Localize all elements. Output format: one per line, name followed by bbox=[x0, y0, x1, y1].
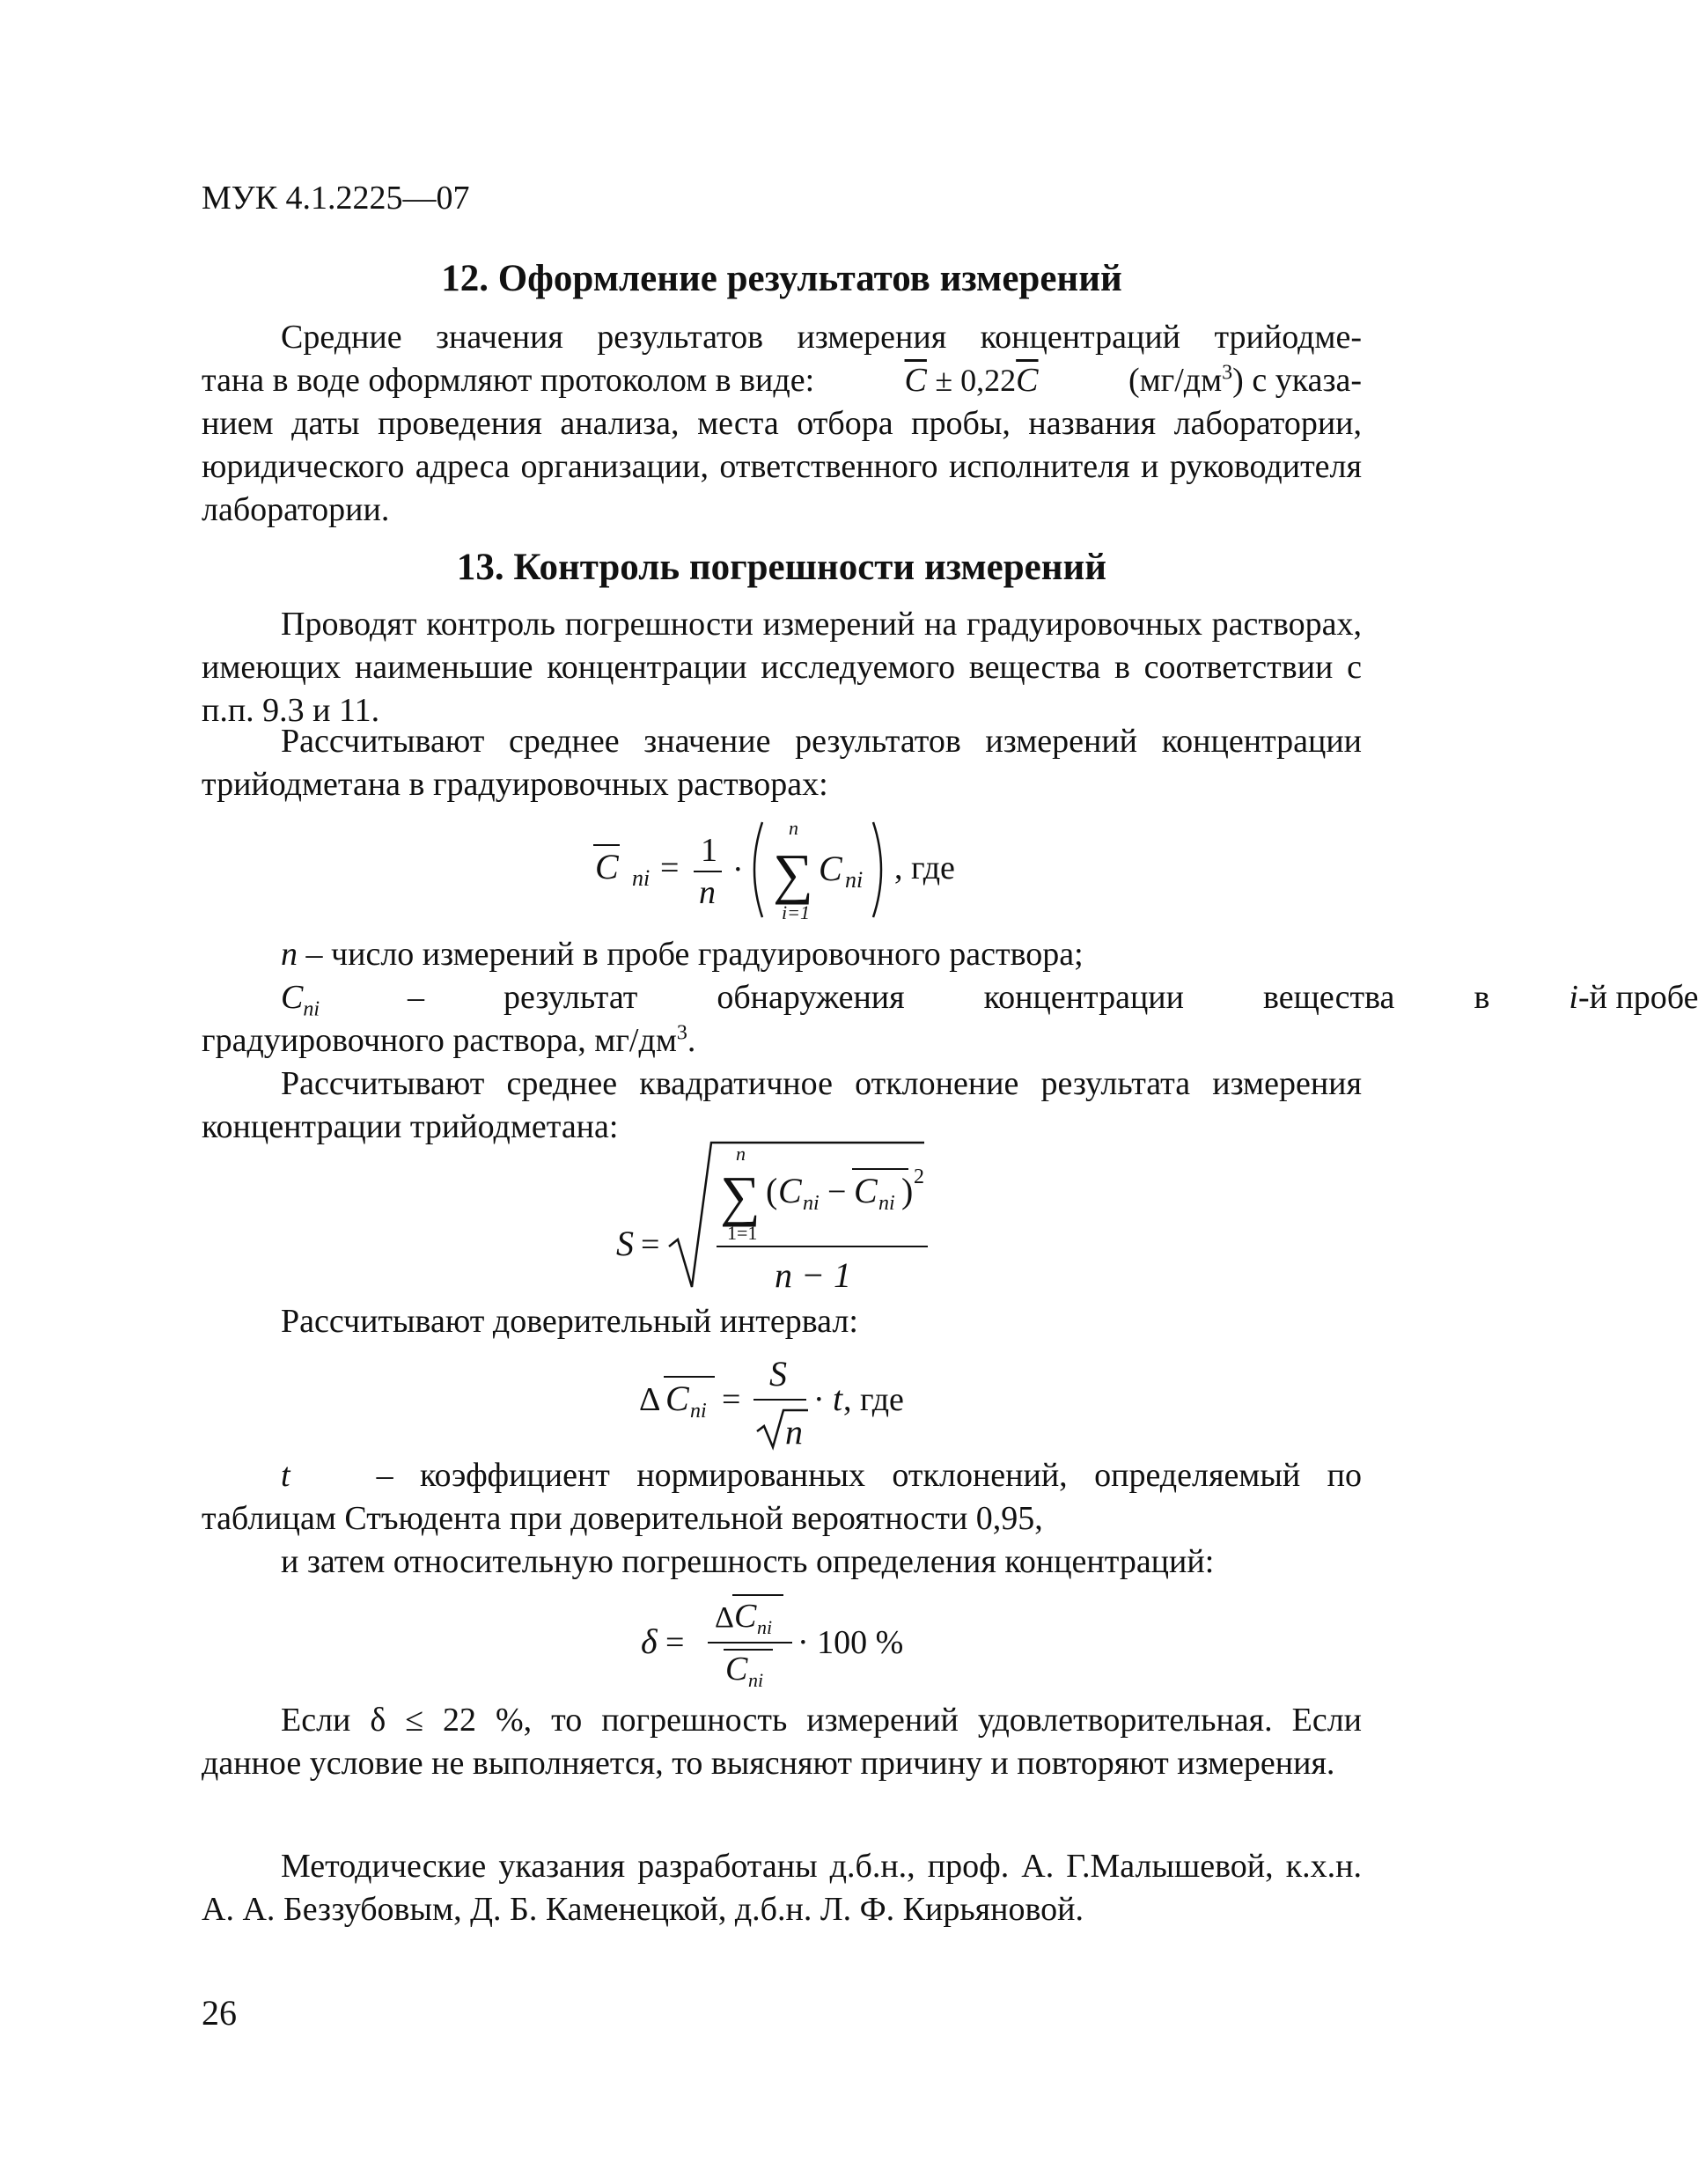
std-dev-formula bbox=[607, 1136, 959, 1303]
section-13-heading: 13. Контроль погрешности измерений bbox=[456, 547, 1107, 588]
mean-c-symbol: C bbox=[595, 847, 619, 886]
section-12-line-2-text: тана в воде оформляют протоколом в виде: bbox=[202, 362, 815, 399]
definition-t-text: – коэффициент нормированных отклонений, определяемый по bbox=[376, 1457, 1362, 1494]
mean-equals: = bbox=[660, 849, 680, 886]
sum-lower-limit: i=1 bbox=[782, 901, 810, 923]
section-12-paragraph-line-1: Средние значения результатов измерения концентраций трийодме- bbox=[281, 319, 1362, 356]
mean-c-subscript: ni bbox=[632, 865, 651, 891]
mean-formula bbox=[581, 808, 1003, 931]
sum-upper-limit: n bbox=[789, 817, 798, 839]
definition-c-line-2-sup: 3 bbox=[676, 1021, 687, 1045]
authors-note: Методические указания разработаны д.б.н., проф. А. Г.Малышевой, к.х.н. А. А. Беззубовым, Д. Б. Каменецкой, д.б.н. Л. Ф. Кирьяновой. bbox=[202, 1848, 1362, 1928]
unit-tail: ) с указа- bbox=[1232, 362, 1362, 399]
std-subscript-1: ni bbox=[803, 1192, 820, 1215]
std-minus: − bbox=[827, 1173, 847, 1210]
definition-c-symbol: C bbox=[281, 979, 304, 1016]
formula-plus-minus: ± 0,22 bbox=[935, 363, 1017, 398]
section-12-paragraph-line-2 bbox=[202, 359, 1362, 402]
definition-c-lead bbox=[202, 976, 320, 1019]
page-number: 26 bbox=[202, 1993, 237, 2033]
std-square: 2 bbox=[914, 1166, 924, 1188]
left-paren bbox=[754, 822, 762, 917]
std-sum-sign: ∑ bbox=[720, 1165, 761, 1227]
fraction-one: 1 bbox=[701, 832, 717, 869]
sum-term-subscript: ni bbox=[845, 867, 864, 893]
re-numerator-c: C bbox=[734, 1598, 757, 1635]
document-code: МУК 4.1.2225—07 bbox=[202, 180, 470, 217]
std-c-2: C bbox=[854, 1171, 878, 1210]
definition-c-line-2-text: градуировочного раствора, мг/дм bbox=[202, 1022, 677, 1059]
ci-dot: · bbox=[813, 1381, 825, 1418]
definition-n-text: – число измерений в пробе градуировочного раствора; bbox=[298, 936, 1084, 973]
relative-error-formula bbox=[616, 1585, 933, 1699]
std-open-paren: ( bbox=[766, 1171, 778, 1210]
std-sum-lower: 1=1 bbox=[727, 1222, 758, 1244]
definition-t bbox=[202, 1454, 1362, 1497]
definition-n bbox=[202, 933, 1362, 976]
definition-c bbox=[202, 976, 1698, 1021]
re-numerator-delta: Δ bbox=[715, 1601, 734, 1634]
unit-text: (мг/дм bbox=[1128, 362, 1223, 399]
mean-suffix: , где bbox=[894, 849, 955, 886]
sum-sign: ∑ bbox=[773, 842, 813, 905]
ci-suffix: , где bbox=[843, 1381, 904, 1418]
definition-c-text-tail: -й пробе bbox=[1577, 979, 1698, 1016]
std-close-paren: ) bbox=[901, 1171, 914, 1210]
right-paren bbox=[873, 822, 881, 917]
sum-term-c: C bbox=[819, 849, 842, 888]
definition-c-index: i bbox=[1569, 979, 1578, 1016]
std-c-1: C bbox=[778, 1171, 802, 1210]
fraction-n: n bbox=[699, 874, 716, 911]
formula-unit bbox=[1128, 359, 1362, 402]
confidence-interval-formula bbox=[634, 1347, 951, 1461]
ci-delta: Δ bbox=[639, 1381, 661, 1418]
ci-c-symbol: C bbox=[665, 1379, 689, 1418]
section-12-paragraph-rest: нием даты проведения анализа, места отбора пробы, названия лаборатории, юридического адреса организации, ответственного исполнителя и руководителя лаборатории. bbox=[202, 405, 1362, 528]
definition-n-symbol: n bbox=[281, 936, 298, 973]
unit-superscript: 3 bbox=[1222, 361, 1233, 385]
ci-t: t bbox=[833, 1379, 843, 1418]
re-denominator-c: C bbox=[725, 1651, 748, 1688]
definition-c-line-2-tail: . bbox=[687, 1022, 696, 1059]
section-13-paragraph-3: Рассчитывают среднее квадратичное отклонение результата измерения концентрации трийодметана: bbox=[202, 1065, 1362, 1145]
re-equals: = bbox=[665, 1624, 685, 1661]
section-13-paragraph-2: Рассчитывают среднее значение результатов измерений концентрации трийодметана в градуировочных растворах: bbox=[202, 723, 1362, 803]
formula-mean-c: $\overline{C}$ bbox=[904, 362, 927, 399]
std-equals: = bbox=[641, 1226, 660, 1263]
std-sum-upper: n bbox=[736, 1143, 746, 1165]
ci-sqrt-n: n bbox=[785, 1412, 803, 1452]
re-delta-symbol: δ bbox=[641, 1621, 658, 1661]
definition-c-subscript: ni bbox=[303, 997, 320, 1021]
definition-c-text: – результат обнаружения концентрации вещества в i-й пробе bbox=[408, 979, 1698, 1016]
re-numerator-subscript: ni bbox=[757, 1616, 773, 1638]
definition-t-line-2: таблицам Стъюдента при доверительной вероятности 0,95, bbox=[202, 1500, 1043, 1537]
formula-mean-c-2: $\overline{C}$ bbox=[1016, 362, 1039, 399]
section-12-heading: 12. Оформление результатов измерений bbox=[441, 258, 1122, 299]
section-13-paragraph-5: и затем относительную погрешность определения концентраций: bbox=[281, 1543, 1215, 1580]
result-format-formula bbox=[905, 359, 1039, 402]
std-s-symbol: S bbox=[616, 1224, 634, 1263]
ci-numerator-s: S bbox=[769, 1354, 787, 1393]
ci-subscript: ni bbox=[690, 1400, 707, 1423]
std-denominator: n − 1 bbox=[775, 1255, 851, 1295]
definition-c-line-2 bbox=[202, 1019, 1362, 1063]
re-denominator-subscript: ni bbox=[748, 1669, 764, 1691]
mean-multiply-dot: · bbox=[732, 851, 744, 888]
section-13-paragraph-6: Если δ ≤ 22 %, то погрешность измерений удовлетворительная. Если данное условие не выполняется, то выясняют причину и повторяют измерения. bbox=[202, 1702, 1362, 1782]
section-13-paragraph-4: Рассчитывают доверительный интервал: bbox=[281, 1303, 858, 1340]
re-tail: · 100 % bbox=[798, 1624, 904, 1661]
definition-t-symbol: t bbox=[281, 1457, 290, 1494]
std-subscript-2: ni bbox=[878, 1192, 895, 1215]
ci-equals: = bbox=[722, 1381, 741, 1418]
section-13-paragraph-1: Проводят контроль погрешности измерений на градуировочных растворах, имеющих наименьшие концентрации исследуемого вещества в соответствии с п.п. 9.3 и 11. bbox=[202, 606, 1362, 729]
